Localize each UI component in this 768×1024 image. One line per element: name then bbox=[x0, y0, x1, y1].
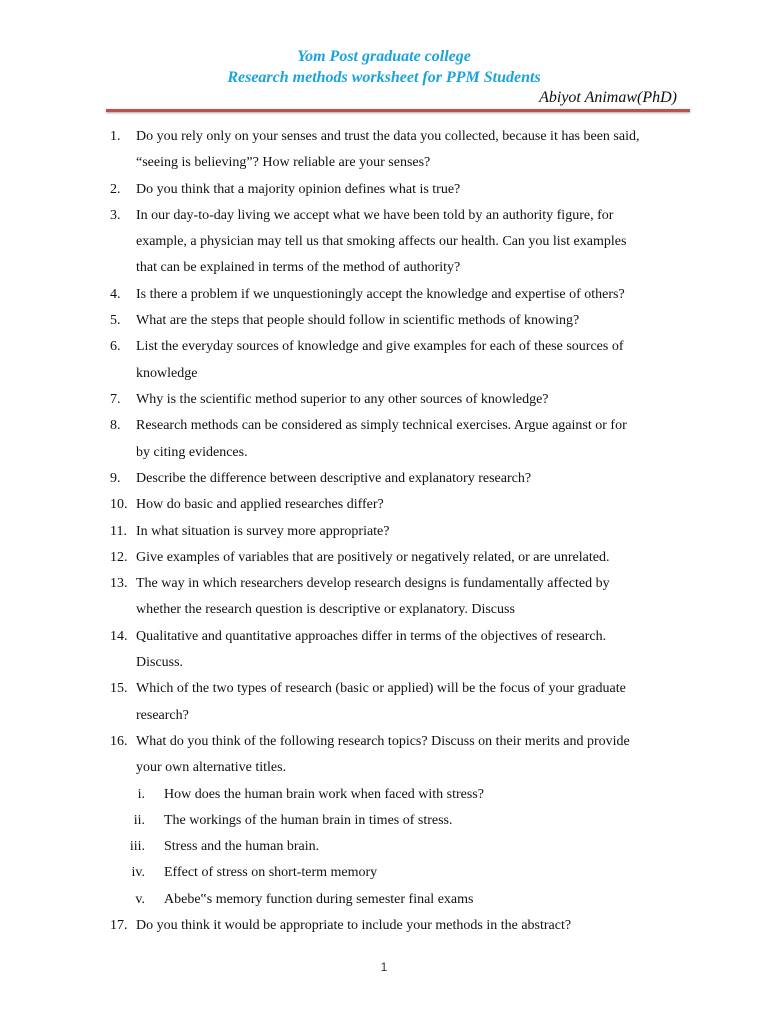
question-number: 17. bbox=[110, 918, 128, 933]
header-divider bbox=[106, 109, 690, 112]
question-number: 5. bbox=[110, 313, 121, 329]
question-number: 9. bbox=[110, 470, 121, 486]
question-number: 8. bbox=[110, 418, 121, 434]
question-number: 7. bbox=[110, 392, 121, 407]
question-text-line: In what situation is survey more appropriate? bbox=[136, 523, 390, 539]
question-text-line: Research methods can be considered as simply technical exercises. Argue against or for bbox=[136, 418, 627, 434]
subtopic-number: v. bbox=[135, 891, 145, 907]
question-text-line: Is there a problem if we unquestioningly accept the knowledge and expertise of others? bbox=[136, 286, 625, 302]
subtopic-number: i. bbox=[137, 786, 145, 802]
subtopic-number: iii. bbox=[129, 839, 145, 855]
question-number: 14. bbox=[110, 628, 128, 644]
question-number: 1. bbox=[110, 129, 121, 144]
question-text-line: What are the steps that people should follow in scientific methods of knowing? bbox=[136, 313, 580, 329]
question-text-line: Give examples of variables that are positively or negatively related, or are unrelated. bbox=[136, 549, 610, 565]
question-number: 11. bbox=[110, 523, 127, 539]
question-number: 4. bbox=[110, 286, 121, 302]
question-text-line: by citing evidences. bbox=[136, 444, 248, 460]
question-text-line: whether the research question is descriptive or explanatory. Discuss bbox=[136, 602, 515, 618]
question-text-line: Do you think that a majority opinion defines what is true? bbox=[136, 181, 461, 197]
question-text-line: “seeing is believing”? How reliable are your senses? bbox=[136, 155, 431, 171]
question-text-line: List the everyday sources of knowledge and give examples for each of these sources of bbox=[136, 339, 624, 355]
question-text-line: How do basic and applied researches differ? bbox=[136, 497, 384, 513]
question-number: 16. bbox=[110, 733, 128, 749]
subtopic-text: Effect of stress on short-term memory bbox=[164, 865, 378, 881]
question-number: 6. bbox=[110, 339, 121, 355]
question-text-line: In our day-to-day living we accept what we have been told by an authority figure, for bbox=[136, 207, 614, 223]
question-text-line: example, a physician may tell us that smoking affects our health. Can you list examples bbox=[136, 234, 627, 250]
question-text-line: Do you think it would be appropriate to include your methods in the abstract? bbox=[136, 918, 572, 933]
question-text-line: Discuss. bbox=[136, 654, 184, 670]
question-number: 15. bbox=[110, 681, 128, 697]
page-number: 1 bbox=[380, 960, 388, 974]
question-number: 2. bbox=[110, 181, 121, 197]
question-text-line: your own alternative titles. bbox=[136, 760, 287, 776]
subtopic-text: Stress and the human brain. bbox=[164, 839, 320, 855]
question-text-line: What do you think of the following research topics? Discuss on their merits and provide bbox=[136, 733, 630, 749]
question-text-line: Which of the two types of research (basic or applied) will be the focus of your graduate bbox=[136, 681, 626, 697]
document-header bbox=[0, 46, 768, 88]
author-name: Abiyot Animaw(PhD) bbox=[539, 89, 677, 106]
subtopic-text: How does the human brain work when faced with stress? bbox=[164, 786, 484, 802]
question-number: 3. bbox=[110, 207, 121, 223]
question-number: 10. bbox=[110, 497, 128, 513]
subtopic-number: iv. bbox=[131, 865, 145, 881]
question-text-line: Describe the difference between descriptive and explanatory research? bbox=[136, 470, 532, 486]
question-number: 12. bbox=[110, 549, 128, 565]
subtopic-text: The workings of the human brain in times of stress. bbox=[164, 812, 453, 828]
question-text-line: that can be explained in terms of the method of authority? bbox=[136, 260, 461, 276]
subtopic-text: Abebe‟s memory function during semester final exams bbox=[164, 891, 474, 907]
question-text-line: Do you rely only on your senses and trust the data you collected, because it has been said, bbox=[136, 129, 640, 144]
worksheet-title: Research methods worksheet for PPM Students bbox=[227, 69, 541, 86]
question-text-line: research? bbox=[136, 707, 189, 723]
subtopic-number: ii. bbox=[133, 812, 145, 828]
question-text-line: Qualitative and quantitative approaches differ in terms of the objectives of research. bbox=[136, 628, 607, 644]
question-number: 13. bbox=[110, 576, 128, 592]
question-text-line: knowledge bbox=[136, 365, 198, 381]
question-text-line: The way in which researchers develop research designs is fundamentally affected by bbox=[136, 576, 610, 592]
college-name: Yom Post graduate college bbox=[297, 48, 471, 65]
question-text-line: Why is the scientific method superior to any other sources of knowledge? bbox=[136, 392, 549, 407]
